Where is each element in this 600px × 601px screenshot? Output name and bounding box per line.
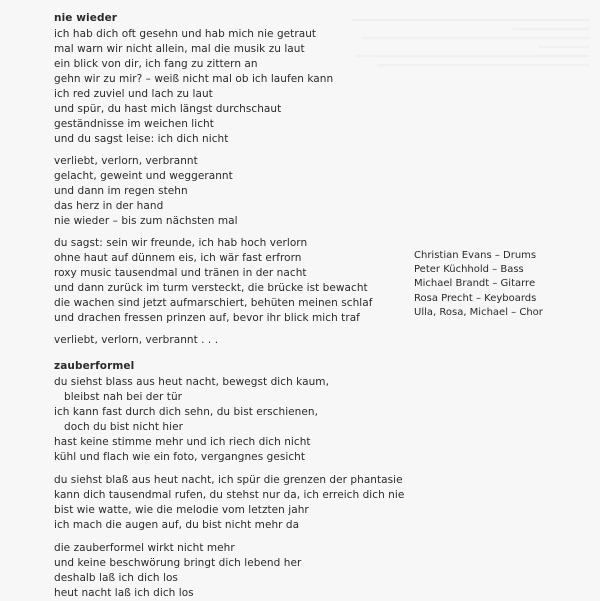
- lyric-line: nie wieder – bis zum nächsten mal: [54, 215, 238, 227]
- song-title: nie wieder: [54, 12, 118, 24]
- lyric-line: und dann zurück im turm versteckt, die brücke ist bewacht: [54, 282, 368, 294]
- lyric-line: kann dich tausendmal rufen, du stehst nur da, ich erreich dich nie: [54, 489, 405, 501]
- lyric-line: und keine beschwörung bringt dich lebend her: [54, 557, 302, 569]
- lyric-line: ich red zuviel und lach zu laut: [54, 88, 213, 100]
- lyric-line: gelacht, geweint und weggerannt: [54, 170, 233, 182]
- stanza: [54, 154, 394, 229]
- stanza: [54, 541, 394, 601]
- stanza: [54, 473, 405, 533]
- lyric-line: geständnisse im weichen licht: [54, 118, 214, 130]
- lyric-line: und drachen fressen prinzen auf, bevor ihr blick mich traf: [54, 312, 360, 324]
- lyric-line: ein blick von dir, ich fang zu zittern an: [54, 58, 258, 70]
- song-title: zauberformel: [54, 360, 135, 372]
- lyric-line: bist wie watte, wie die melodie vom letzten jahr: [54, 504, 309, 516]
- credit-line: Christian Evans – Drums: [414, 250, 537, 261]
- lyric-line: heut nacht laß ich dich los: [54, 587, 194, 599]
- credit-line: Peter Küchhold – Bass: [414, 264, 524, 276]
- lyric-line: roxy music tausendmal und tränen in der nacht: [54, 267, 307, 279]
- stanza: [54, 375, 394, 465]
- lyric-line: bleibst nah bei der tür: [64, 391, 183, 403]
- band-credits: [414, 249, 584, 320]
- lyric-line: du siehst blass aus heut nacht, bewegst dich kaum,: [54, 376, 329, 388]
- song-zauberformel: [54, 360, 405, 601]
- lyric-line: doch du bist nicht hier: [64, 421, 183, 433]
- lyric-line: gehn wir zu mir? – weiß nicht mal ob ich laufen kann: [54, 73, 334, 85]
- lyric-line: du siehst blaß aus heut nacht, ich spür die grenzen der phantasie: [54, 474, 403, 486]
- lyric-line: ich hab dich oft gesehn und hab mich nie getraut: [54, 28, 317, 40]
- lyric-line: du sagst: sein wir freunde, ich hab hoch verlorn: [54, 237, 308, 249]
- lyric-line: das herz in der hand: [54, 200, 164, 212]
- stanza: [54, 236, 394, 326]
- lyric-line: verliebt, verlorn, verbrannt . . .: [54, 334, 219, 346]
- lyric-line: ich kann fast durch dich sehn, du bist erschienen,: [54, 406, 318, 418]
- lyric-line: und du sagst leise: ich dich nicht: [54, 133, 229, 145]
- lyric-line: ich mach die augen auf, du bist nicht mehr da: [54, 519, 300, 531]
- lyric-line: und spür, du hast mich längst durchschaut: [54, 103, 282, 115]
- credit-line: Michael Brandt – Gitarre: [414, 278, 536, 290]
- credit-line: Ulla, Rosa, Michael – Chor: [414, 306, 543, 318]
- credit-line: Rosa Precht – Keyboards: [414, 292, 537, 304]
- lyric-line: ohne haut auf dünnem eis, ich wär fast erfrorn: [54, 252, 302, 264]
- lyric-line: die wachen sind jetzt aufmarschiert, behüten meinen schlaf: [54, 297, 373, 309]
- lyric-line: deshalb laß ich dich los: [54, 572, 178, 584]
- lyric-line: und dann im regen stehn: [54, 185, 188, 197]
- lyric-line: mal warn wir nicht allein, mal die musik zu laut: [54, 43, 305, 55]
- stanza: [54, 333, 394, 348]
- stanza: [54, 27, 394, 147]
- song-nie-wieder: [54, 12, 394, 348]
- lyric-line: hast keine stimme mehr und ich riech dich nicht: [54, 436, 311, 448]
- lyric-line: verliebt, verlorn, verbrannt: [54, 155, 198, 167]
- lyric-line: kühl und flach wie ein foto, vergangnes gesicht: [54, 451, 306, 463]
- lyric-line: die zauberformel wirkt nicht mehr: [54, 542, 235, 554]
